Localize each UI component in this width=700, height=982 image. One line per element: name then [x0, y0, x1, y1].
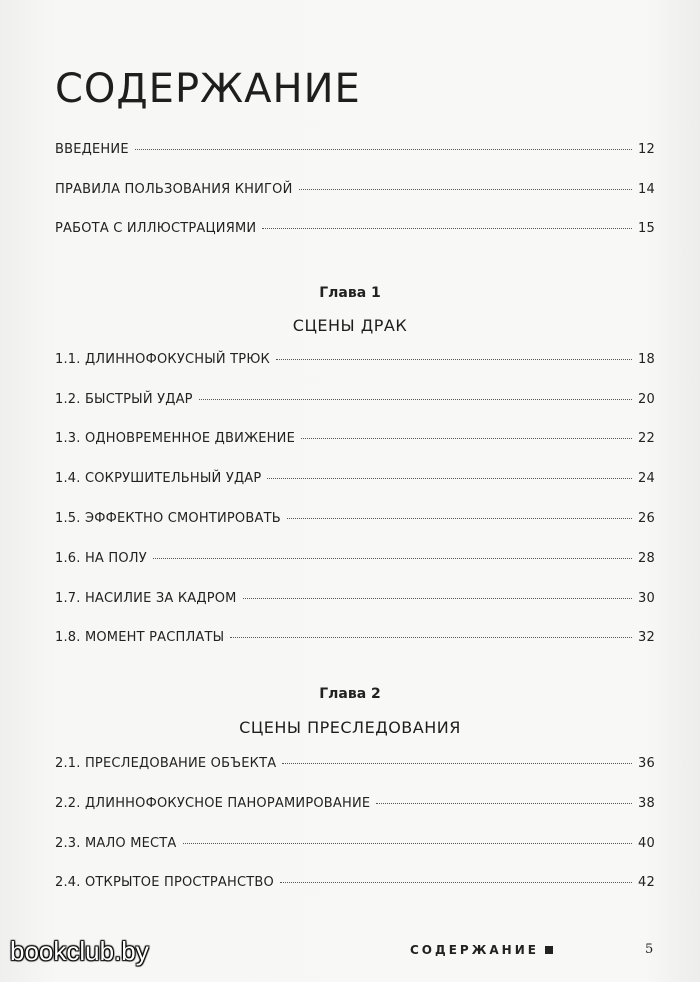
dot-leader — [276, 359, 632, 360]
toc-entry-label: 1.7. НАСИЛИЕ ЗА КАДРОМ — [55, 591, 237, 606]
toc-entry-label: 1.1. ДЛИННОФОКУСНЫЙ ТРЮК — [55, 352, 270, 367]
toc-entry[interactable] — [55, 630, 655, 650]
toc-entry-page: 36 — [638, 756, 655, 771]
toc-entry-label: РАБОТА С ИЛЛЮСТРАЦИЯМИ — [55, 221, 257, 236]
toc-entry-page: 20 — [638, 392, 655, 407]
toc-entry[interactable] — [55, 511, 655, 531]
chapter-2-title: СЦЕНЫ ПРЕСЛЕДОВАНИЯ — [239, 718, 461, 737]
toc-entry[interactable] — [55, 352, 655, 372]
toc-entry[interactable] — [55, 591, 655, 611]
dot-leader — [282, 763, 632, 764]
running-head — [410, 943, 553, 957]
toc-entry-label: 1.4. СОКРУШИТЕЛЬНЫЙ УДАР — [55, 471, 262, 486]
toc-entry[interactable] — [55, 471, 655, 491]
toc-entry-label: 1.6. НА ПОЛУ — [55, 551, 147, 566]
chapter-2-number: Глава 2 — [319, 686, 381, 702]
toc-entry-rules[interactable] — [55, 182, 655, 202]
dot-leader — [262, 228, 632, 229]
toc-entry-page: 40 — [638, 836, 655, 851]
dot-leader — [153, 558, 632, 559]
dot-leader — [199, 399, 632, 400]
toc-entry-page: 15 — [638, 221, 655, 236]
square-icon — [545, 946, 553, 954]
toc-entry-label: 2.2. ДЛИННОФОКУСНОЕ ПАНОРАМИРОВАНИЕ — [55, 796, 371, 811]
toc-entry[interactable] — [55, 551, 655, 571]
toc-entry-page: 42 — [638, 875, 655, 890]
toc-entry-page: 28 — [638, 551, 655, 566]
toc-entry[interactable] — [55, 836, 655, 856]
watermark: bookclub.by — [10, 936, 149, 966]
toc-entry-label: 1.5. ЭФФЕКТНО СМОНТИРОВАТЬ — [55, 511, 281, 526]
toc-entry[interactable] — [55, 796, 655, 816]
dot-leader — [183, 843, 633, 844]
toc-entry-page: 32 — [638, 630, 655, 645]
chapter-1-number: Глава 1 — [319, 285, 381, 301]
toc-entry-page: 12 — [638, 142, 655, 157]
toc-entry-label: ПРАВИЛА ПОЛЬЗОВАНИЯ КНИГОЙ — [55, 182, 293, 197]
toc-entry-page: 30 — [638, 591, 655, 606]
page-number: 5 — [645, 942, 654, 957]
dot-leader — [287, 518, 632, 519]
dot-leader — [376, 803, 632, 804]
toc-entry[interactable] — [55, 431, 655, 451]
dot-leader — [301, 438, 632, 439]
toc-entry-label: 1.3. ОДНОВРЕМЕННОЕ ДВИЖЕНИЕ — [55, 431, 295, 446]
dot-leader — [299, 189, 633, 190]
toc-entry-page: 24 — [638, 471, 655, 486]
toc-entry-page: 22 — [638, 431, 655, 446]
running-head-text: СОДЕРЖАНИЕ — [410, 943, 539, 957]
toc-entry-label: 1.2. БЫСТРЫЙ УДАР — [55, 392, 193, 407]
toc-entry-page: 18 — [638, 352, 655, 367]
toc-entry[interactable] — [55, 392, 655, 412]
dot-leader — [243, 598, 632, 599]
chapter-1-title: СЦЕНЫ ДРАК — [292, 316, 408, 335]
toc-entry[interactable] — [55, 756, 655, 776]
toc-entry-introduction[interactable] — [55, 142, 655, 162]
toc-entry-label: 2.3. МАЛО МЕСТА — [55, 836, 177, 851]
toc-entry[interactable] — [55, 875, 655, 895]
toc-entry-label: 2.1. ПРЕСЛЕДОВАНИЕ ОБЪЕКТА — [55, 756, 277, 771]
toc-entry-page: 14 — [638, 182, 655, 197]
dot-leader — [135, 149, 632, 150]
toc-entry-page: 38 — [638, 796, 655, 811]
toc-entry-label: ВВЕДЕНИЕ — [55, 142, 129, 157]
dot-leader — [230, 637, 632, 638]
toc-entry-page: 26 — [638, 511, 655, 526]
toc-entry-label: 1.8. МОМЕНТ РАСПЛАТЫ — [55, 630, 225, 645]
dot-leader — [280, 882, 632, 883]
page-title: СОДЕРЖАНИЕ — [55, 66, 361, 112]
toc-entry-label: 2.4. ОТКРЫТОЕ ПРОСТРАНСТВО — [55, 875, 274, 890]
dot-leader — [267, 478, 632, 479]
toc-entry-illustrations[interactable] — [55, 221, 655, 241]
